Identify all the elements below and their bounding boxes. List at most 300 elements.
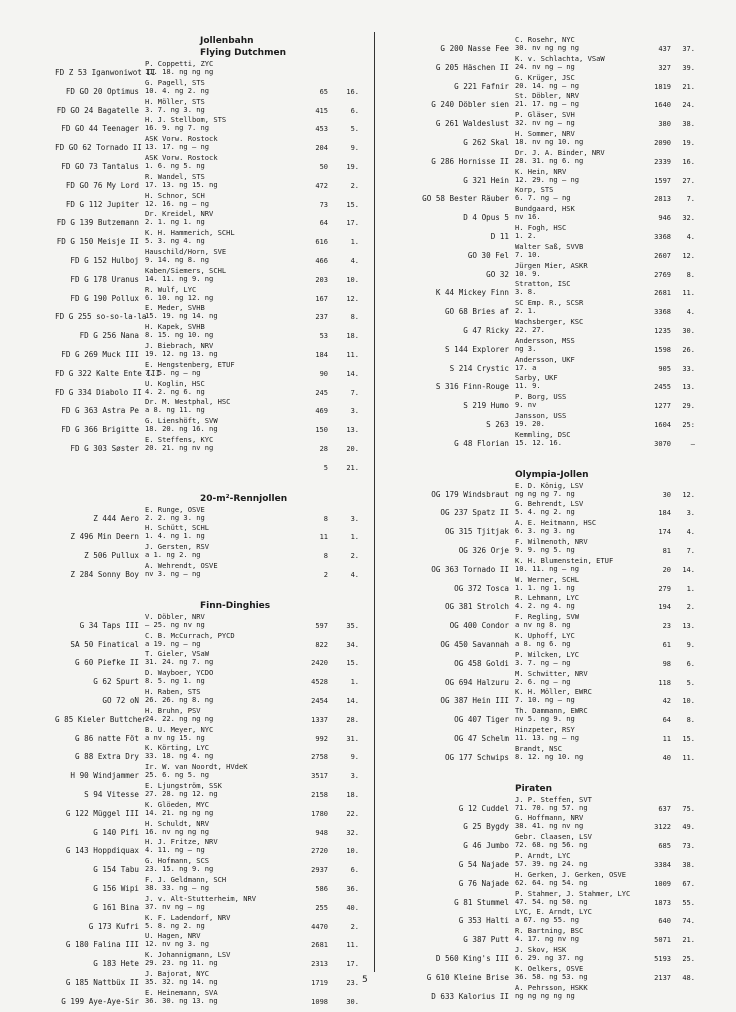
placing-value: 3. [350, 514, 359, 523]
points-value: 327 [658, 63, 671, 72]
placing-value: 7. [686, 547, 695, 555]
race-results: 6. 3. ng 3. ng [515, 526, 575, 536]
boat-name: FD G 366 Brigitte [61, 425, 139, 435]
crew-name: Walter Saß, SVVB [515, 241, 584, 251]
race-results: 7. 10. [515, 249, 541, 259]
boat-name: G 180 Falina III [65, 940, 139, 950]
boat-name: OG 363 Tornado II [431, 564, 509, 574]
boat-name: FD G 150 Meisje II [56, 237, 139, 247]
placing-value: 6. [350, 106, 359, 115]
boat-name: G 88 Extra Dry [74, 752, 139, 762]
race-results: 24. nv ng — ng [515, 61, 575, 71]
points-value: 1235 [654, 327, 671, 335]
boat-name: OG 179 Windsbraut [431, 489, 509, 499]
crew-name: Jansson, USS [515, 411, 567, 420]
race-results: 7. 5. ng — ng [145, 367, 201, 377]
placing-value: 2. [686, 603, 695, 612]
placing-value: 20. [346, 445, 359, 453]
crew-name: W. Werner, SCHL [515, 574, 580, 584]
crew-name: Sarby, UKF [515, 373, 558, 383]
crew-name: E. Meder, SVHB [145, 303, 205, 313]
boat-name: S 144 Explorer [444, 344, 509, 354]
race-results: 11. 9. [515, 381, 541, 391]
boat-name: FD G 303 Søster [70, 444, 139, 453]
placing-value: 19. [682, 139, 695, 147]
race-results: ng 3. [515, 343, 537, 353]
points-value: 3517 [311, 772, 328, 781]
placing-value: 9. [350, 753, 359, 762]
points-value: 3070 [654, 439, 671, 448]
points-value: 204 [315, 144, 328, 153]
boat-name: S 316 Finn-Rouge [435, 382, 509, 392]
race-results: 13. 17. ng — ng [145, 142, 210, 152]
placing-value: 39. [682, 63, 695, 72]
points-value: 4528 [311, 678, 328, 687]
points-value: 23 [662, 622, 671, 631]
placing-value: 18. [346, 332, 359, 341]
section-title: Olympia-Jollen [515, 469, 589, 480]
points-value: 469 [315, 407, 328, 416]
points-value: 437 [658, 45, 671, 53]
crew-name: Dr. J. A. Binder, NRV [515, 147, 605, 157]
crew-name: P. Borg, USS [515, 392, 567, 402]
crew-name: K. Hein, NRV [515, 166, 567, 176]
crew-name: K. Uphoff, LYC [515, 631, 575, 640]
points-value: 2420 [311, 659, 328, 668]
race-results: 1. 1. ng 1. ng [515, 582, 575, 592]
placing-value: 14. [346, 369, 359, 378]
boat-name: G 610 Kleine Brise [426, 972, 509, 982]
race-results: 30. nv ng ng ng [515, 42, 580, 52]
points-value: 466 [315, 257, 328, 265]
placing-value: 3. [686, 509, 695, 518]
boat-name: OG 177 Schwips [444, 752, 509, 762]
crew-name: E. Steffens, KYC [145, 435, 214, 444]
crew-name: E. D. König, LSV [515, 480, 584, 490]
boat-name: G 76 Najade [458, 878, 509, 888]
boat-name: FD G 322 Kalte Ente III [55, 368, 161, 378]
boat-name: G 183 Hete [93, 959, 139, 969]
placing-value: 5. [350, 125, 359, 134]
points-value: 245 [315, 388, 328, 397]
points-value: 453 [315, 125, 328, 134]
crew-name: Korp, STS [515, 185, 554, 195]
boat-name: FD G 190 Pollux [70, 293, 139, 303]
crew-name: G. Hoffmann, NRV [515, 813, 584, 823]
placing-value: 13. [346, 426, 359, 435]
crew-name: P. Wilcken, LYC [515, 649, 580, 659]
race-results: 4. 2. ng 6. ng [145, 386, 205, 396]
crew-name: E. Hengstenberg, ETUF [145, 359, 235, 369]
boat-name: Z 284 Sonny Boy [70, 570, 139, 579]
boat-name: S 94 Vitesse [84, 790, 139, 799]
points-value: 279 [658, 584, 671, 593]
points-value: 1604 [654, 421, 671, 429]
crew-name: LYC, E. Arndt, LYC [515, 907, 592, 917]
crew-name: K. H. Möller, EWRC [515, 687, 592, 697]
points-value: 1873 [654, 898, 671, 907]
crew-name: V. Döbler, NRV [145, 611, 205, 621]
boat-name: FD GO 76 My Lord [65, 180, 139, 190]
placing-value: 2. [350, 181, 359, 190]
boat-name: GO 58 Bester Räuber [422, 194, 509, 204]
boat-name: G 185 Nattbüx II [65, 978, 139, 987]
placing-value: 2. [350, 552, 359, 561]
crew-name: K. H. Blumenstein, ETUF [515, 555, 614, 565]
crew-name: K. Körting, LYC [145, 743, 210, 753]
boat-name: S 214 Crystic [449, 363, 509, 373]
column-divider [374, 32, 375, 972]
placing-value: 5. [686, 678, 695, 687]
page-number: 5 [362, 975, 368, 985]
points-value: 40 [662, 753, 671, 762]
boat-name: OG 458 Goldi [454, 658, 509, 668]
boat-name: G 46 Jumbo [463, 841, 509, 851]
placing-value: 1. [350, 238, 359, 247]
placing-value: 9. [686, 641, 695, 649]
race-results: nv 3. ng — ng [145, 568, 201, 578]
boat-name: OG 387 Hein III [440, 696, 509, 706]
crew-name: H. Schuldt, NRV [145, 818, 210, 828]
boat-name: OG 400 Condor [449, 621, 509, 631]
points-value: 2681 [654, 289, 671, 298]
placing-value: 7. [350, 388, 359, 397]
race-results: 2. 6. ng — ng [515, 676, 571, 686]
race-results: 23. 15. ng 9. ng [145, 864, 214, 874]
boat-name: OG 237 Spatz II [440, 508, 509, 518]
boat-name: G 81 Stummel [454, 897, 509, 907]
boat-name: S 219 Humo [463, 401, 509, 411]
race-results: 24. 22. ng ng ng [145, 713, 214, 723]
boat-name: S 263 [486, 420, 509, 429]
crew-name: U. Hagen, NRV [145, 931, 201, 941]
points-value: 905 [658, 364, 671, 373]
points-value: 472 [315, 181, 328, 190]
race-results: 12. nv ng 3. ng [145, 939, 210, 949]
race-results: 1. 2. [515, 230, 537, 240]
points-value: 2339 [654, 157, 671, 166]
boat-name: FD GO 20 Optimus [65, 86, 139, 96]
points-value: 992 [315, 734, 328, 743]
placing-value: 17. [346, 219, 359, 228]
section-title: Jollenbahn [200, 36, 254, 46]
placing-value: 15. [682, 735, 695, 743]
crew-name: P. Stahmer, J. Stahmer, LYC [515, 888, 631, 898]
race-results: 17. a [515, 362, 537, 372]
crew-name: Stratton, ISC [515, 279, 571, 289]
crew-name: F. Regling, SVW [515, 612, 580, 622]
placing-value: 40. [346, 903, 359, 912]
boat-name: G 60 Piefke II [74, 658, 139, 668]
race-results: a 19. ng — ng [145, 638, 201, 648]
points-value: 118 [658, 678, 671, 687]
points-value: 1098 [311, 997, 328, 1006]
placing-value: 13. [682, 383, 695, 392]
boat-name: G 143 Hoppdiquax [65, 846, 139, 856]
race-results: 18. nv ng 10. ng [515, 136, 584, 146]
boat-name: G 261 Waldeslust [435, 119, 509, 129]
race-results: 19. 20. [515, 418, 545, 428]
points-value: 174 [658, 528, 671, 537]
crew-name: Jürgen Mier, ASKR [515, 260, 588, 270]
boat-name: G 173 Kufri [88, 921, 139, 931]
placing-value: 19. [346, 163, 359, 171]
placing-value: 73. [682, 842, 695, 851]
placing-value: 1. [686, 584, 695, 593]
crew-name: H. Schnor, SCH [145, 190, 205, 200]
boat-name: FD G 178 Uranus [70, 274, 139, 284]
boat-name: OG 450 Savannah [440, 640, 509, 649]
crew-name: J. v. Alt-Stutterheim, NRV [145, 893, 257, 903]
boat-name: K 44 Mickey Finn [435, 288, 509, 298]
race-results: ng ng ng 7. ng [515, 488, 575, 498]
boat-name: G 387 Putt [463, 935, 509, 945]
boat-name: FD GO 62 Tornado II [55, 143, 142, 153]
boat-name: SA 50 Finatical [70, 639, 139, 649]
race-results: 57. 39. ng 24. ng [515, 858, 588, 868]
points-value: 8 [323, 552, 328, 561]
race-results: a 1. ng 2. ng [145, 550, 201, 560]
race-results: 35. 32. ng 14. ng [145, 976, 218, 986]
crew-name: H. Schütt, SCHL [145, 523, 210, 533]
points-value: 1277 [654, 402, 671, 411]
crew-name: H. J. Stellbom, STS [145, 115, 227, 125]
crew-name: J. Biebrach, NRV [145, 341, 214, 350]
boat-name: G 86 natte Föt [74, 733, 139, 743]
crew-name: Gebr. Claasen, LSV [515, 832, 592, 842]
points-value: 822 [315, 640, 328, 649]
placing-value: 15. [346, 659, 359, 668]
race-results: 15. 19. ng 14. ng [145, 311, 218, 321]
race-results: 27. 28. ng 12. ng [145, 788, 218, 798]
placing-value: 15. [346, 200, 359, 209]
race-results: 1. 4. ng 1. ng [145, 531, 205, 541]
boat-name: FD G 334 Diabolo II [55, 387, 142, 397]
race-results: 26. 26. ng 8. ng [145, 694, 214, 704]
boat-name: OG 372 Tosca [454, 583, 509, 593]
points-value: 5 [323, 463, 328, 472]
crew-name: K. H. Hammerich, SCHL [145, 228, 235, 238]
race-results: a 8. ng 6. ng [515, 638, 571, 648]
points-value: 2158 [311, 791, 328, 799]
points-value: 81 [662, 547, 671, 555]
crew-name: H. Sommer, NRV [515, 129, 575, 138]
points-value: 586 [315, 885, 328, 893]
race-results: nv 16. [515, 212, 541, 222]
boat-name: FD GO 44 Teenager [61, 124, 139, 134]
placing-value: 32. [682, 214, 695, 223]
boat-name: G 12 Cuddel [458, 803, 509, 813]
placing-value: — [690, 439, 695, 448]
points-value: 90 [319, 369, 328, 378]
crew-name: Hauschild/Horn, SVE [145, 247, 227, 256]
crew-name: H. Kapek, SVHB [145, 322, 205, 332]
boat-name: OG 47 Schelm [454, 734, 509, 743]
boat-name: G 205 Häschen II [435, 62, 509, 72]
points-value: 1819 [654, 82, 671, 91]
placing-value: 33. [682, 364, 695, 373]
points-value: 3122 [654, 823, 671, 832]
crew-name: Bundgaard, HSK [515, 204, 575, 214]
placing-value: 26. [682, 345, 695, 354]
boat-name: FD G 112 Jupiter [65, 199, 139, 209]
points-value: 2937 [311, 866, 328, 875]
placing-value: 28. [346, 715, 359, 724]
points-value: 2681 [311, 941, 328, 950]
crew-name: G. Hofmann, SCS [145, 856, 210, 866]
placing-value: 4. [686, 308, 695, 317]
points-value: 2769 [654, 270, 671, 279]
race-results: 14. 21. ng ng ng [145, 807, 214, 817]
points-value: 11 [662, 735, 671, 743]
points-value: 30 [662, 490, 671, 499]
placing-value: 55. [682, 898, 695, 907]
boat-name: GO 72 oN [102, 696, 139, 705]
race-results: 17. 13. ng 15. ng [145, 179, 218, 189]
boat-name: G 54 Najade [458, 860, 509, 869]
placing-value: 4. [350, 571, 359, 579]
crew-name: Kemmling, DSC [515, 429, 571, 439]
points-value: 194 [658, 603, 671, 612]
race-results: 5. 4. ng 2. ng [515, 507, 575, 517]
crew-name: J. P. Steffen, SVT [515, 794, 592, 804]
placing-value: 36. [346, 885, 359, 893]
boat-name: D 633 Kalorius II [431, 991, 509, 1001]
placing-value: 22. [346, 809, 359, 818]
points-value: 1009 [654, 879, 671, 888]
points-value: 5071 [654, 936, 671, 945]
points-value: 3368 [654, 308, 671, 317]
points-value: 64 [662, 716, 671, 725]
points-value: 948 [315, 828, 328, 837]
race-results: 18. 20. ng 16. ng [145, 424, 218, 434]
crew-name: ASK Vorw. Rostock [145, 153, 218, 162]
points-value: 255 [315, 903, 328, 912]
race-results: 5. 8. ng 2. ng [145, 920, 205, 930]
points-value: 53 [319, 332, 328, 341]
points-value: 203 [315, 275, 328, 284]
points-value: 98 [662, 659, 671, 668]
race-results: 37. nv ng — ng [145, 901, 205, 911]
race-results: 71. 70. ng 57. ng [515, 802, 588, 812]
boat-name: G 85 Kieler Buttcher [55, 714, 147, 724]
crew-name: E. Runge, OSVE [145, 504, 205, 514]
race-results: 3. 7. ng 3. ng [145, 104, 205, 114]
race-results: 22. 27. [515, 324, 545, 334]
section-title: 20-m²-Rennjollen [200, 493, 288, 504]
race-results: 2. 1. [515, 306, 537, 316]
crew-name: P. Gläser, SVH [515, 110, 575, 120]
placing-value: 38. [682, 120, 695, 129]
crew-name: G. Behrendt, LSV [515, 499, 584, 509]
race-results: 28. 31. ng 6. ng [515, 155, 584, 165]
crew-name: G. Pagell, STS [145, 77, 205, 87]
placing-value: 10. [346, 847, 359, 856]
boat-name: OG 381 Strolch [444, 602, 509, 612]
race-results: 15. 12. 16. [515, 437, 562, 447]
race-results: 4. 17. ng nv ng [515, 934, 580, 944]
placing-value: 8. [686, 270, 695, 279]
race-results: 31. 24. ng 7. ng [145, 657, 214, 667]
points-value: 380 [658, 120, 671, 129]
placing-value: 13. [682, 622, 695, 631]
race-results: 36. 30. ng 13. ng [145, 995, 218, 1005]
crew-name: P. Coppetti, ZYC [145, 59, 214, 68]
placing-value: 32. [346, 828, 359, 837]
boat-name: G 34 Taps III [79, 620, 139, 630]
boat-name: GO 32 [486, 269, 509, 279]
race-results: nv 5. ng 9. ng [515, 714, 575, 724]
points-value: 150 [315, 426, 328, 435]
crew-name: H. J. Fritze, NRV [145, 837, 218, 847]
crew-name: F. Wilmenoth, NRV [515, 537, 588, 546]
boat-name: FD Z 53 Iganwoniwot II [55, 68, 156, 77]
crew-name: J. Skov, HSK [515, 945, 567, 954]
boat-name: G 321 Hein [463, 175, 509, 185]
placing-value: 1. [350, 678, 359, 687]
placing-value: 48. [682, 973, 695, 982]
race-results: 8. 12. ng 10. ng [515, 751, 584, 761]
crew-name: A. Wehrendt, OSVE [145, 561, 218, 570]
race-results: 10. 11. ng — ng [515, 563, 580, 573]
boat-name: FD GO 24 Bagatelle [56, 105, 139, 115]
race-results: 9. nv [515, 400, 537, 410]
points-value: 1598 [654, 345, 671, 354]
race-results: — 25. ng nv ng [145, 619, 205, 629]
points-value: 28 [319, 445, 328, 453]
race-results: 20. 21. ng nv ng [145, 442, 214, 452]
points-value: 4470 [311, 922, 328, 931]
boat-name: G 200 Nasse Fee [440, 44, 509, 53]
boat-name: G 353 Halti [458, 916, 509, 926]
crew-name: J. Gersten, RSV [145, 542, 210, 552]
placing-value: 4. [686, 528, 695, 537]
points-value: 2454 [311, 697, 328, 705]
crew-name: K. Glöeden, MYC [145, 799, 210, 809]
crew-name: St. Döbler, NRV [515, 91, 580, 101]
placing-value: 4. [686, 233, 695, 241]
race-results: 25. 6. ng 5. ng [145, 770, 210, 780]
boat-name: GO 68 Bries af [444, 307, 509, 317]
crew-name: Dr. Kreidel, NRV [145, 209, 214, 219]
placing-value: 37. [682, 45, 695, 53]
crew-name: H. Möller, STS [145, 96, 205, 106]
boat-name: G 221 Fafnir [454, 81, 509, 91]
crew-name: Kaben/Siemers, SCHL [145, 265, 227, 275]
points-value: 1640 [654, 101, 671, 110]
crew-name: P. Arndt, LYC [515, 851, 571, 860]
race-results: 62. 64. ng 54. ng [515, 877, 588, 887]
placing-value: 11. [346, 351, 359, 359]
crew-name: K. Johannigmann, LSV [145, 950, 231, 960]
crew-name: C. B. McCurrach, PYCD [145, 630, 235, 640]
placing-value: 23. [346, 979, 359, 987]
points-value: 2090 [654, 139, 671, 147]
placing-value: 12. [346, 294, 359, 303]
boat-name: FD G 363 Astra Pe [61, 406, 139, 416]
crew-name: U. Koglin, HSC [145, 378, 205, 388]
boat-name: GO 30 Fel [467, 250, 509, 260]
race-results: 38. 33. ng — ng [145, 882, 210, 892]
race-results: 38. 41. ng nv ng [515, 821, 584, 831]
crew-name: Andersson, UKF [515, 354, 575, 364]
crew-name: K. F. Ladendorf, NRV [145, 912, 231, 922]
boat-name: G 25 Bygdy [463, 822, 509, 832]
boat-name: G 161 Bina [93, 902, 139, 912]
placing-value: 8. [350, 313, 359, 322]
placing-value: 3. [350, 407, 359, 416]
crew-name: Wachsberger, KSC [515, 317, 584, 326]
